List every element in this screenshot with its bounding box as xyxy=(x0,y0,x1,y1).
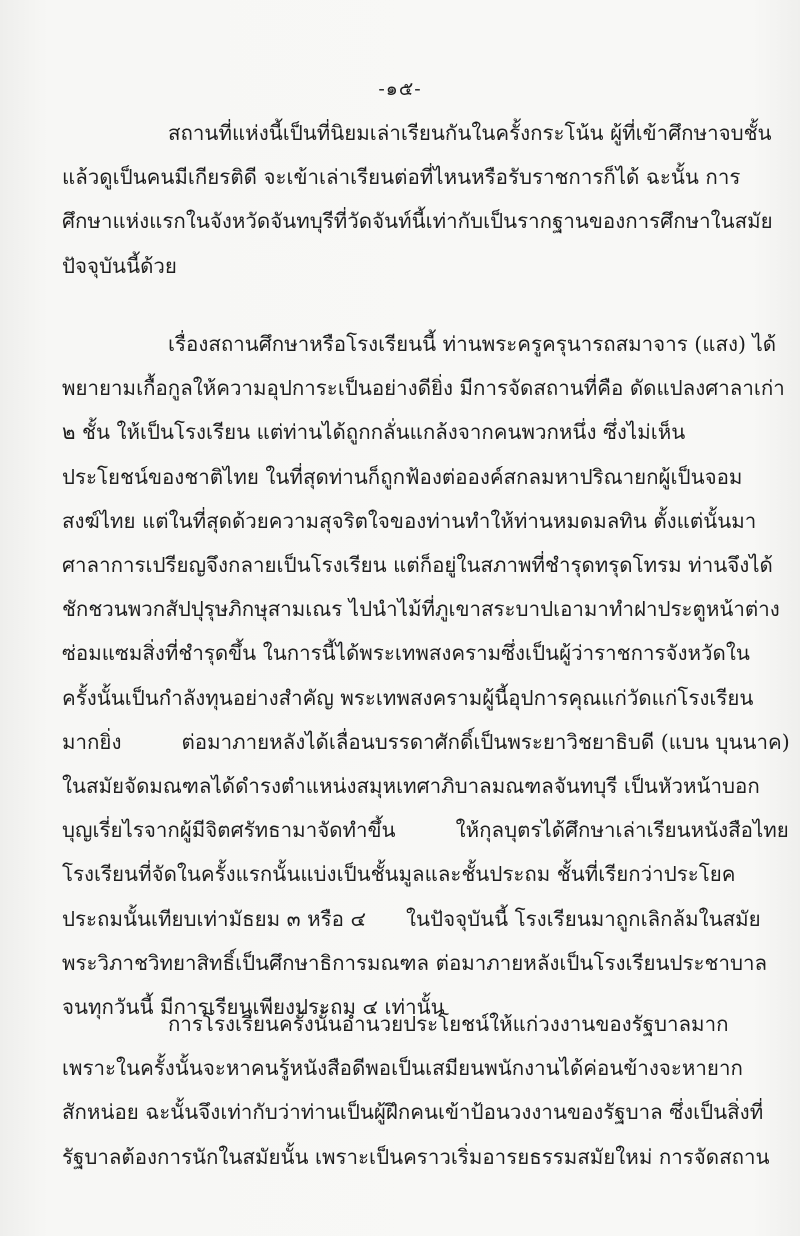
text-line: ๒ ชั้น ให้เป็นโรงเรียน แต่ท่านได้ถูกกลั่นแกล้งจากคนพวกหนึ่ง ซึ่งไม่เห็น xyxy=(62,420,686,445)
text-line: เรื่องสถานศึกษาหรือโรงเรียนนี้ ท่านพระครูครุนารถสมาจาร (แสง) ได้ xyxy=(168,332,777,356)
text-fragment: ประถมนั้นเทียบเท่ามัธยม ๓ หรือ ๔ xyxy=(62,906,367,931)
text-line: ซ่อมแซมสิ่งที่ชำรุดขึ้น ในการนี้ได้พระเทพสงครามซึ่งเป็นผู้ว่าราชการจังหวัดใน xyxy=(62,641,750,666)
text-line: พยายามเกื้อกูลให้ความอุปการะเป็นอย่างดียิ่ง มีการจัดสถานที่คือ ดัดแปลงศาลาเก่า xyxy=(62,376,785,401)
text-line: ศึกษาแห่งแรกในจังหวัดจันทบุรีที่วัดจันท์นี้เท่ากับเป็นรากฐานของการศึกษาในสมัย xyxy=(62,209,773,234)
text-line: สถานที่แห่งนี้เป็นที่นิยมเล่าเรียนกันในครั้งกระโน้น ผู้ที่เข้าศึกษาจบชั้น xyxy=(168,121,772,145)
page-number: -๑๕- xyxy=(378,78,422,100)
text-line: โรงเรียนที่จัดในครั้งแรกนั้นแบ่งเป็นชั้นมูลและชั้นประถม ชั้นที่เรียกว่าประโยค xyxy=(62,862,736,887)
text-line: พระวิภาชวิทยาสิทธิ์เป็นศึกษาธิการมณฑล ต่อมาภายหลังเป็นโรงเรียนประชาบาล xyxy=(62,950,768,975)
text-line: ประโยชน์ของชาติไทย ในที่สุดท่านก็ถูกฟ้องต่อองค์สกลมหาปริณายกผู้เป็นจอม xyxy=(62,464,743,489)
text-line: สักหน่อย ฉะนั้นจึงเท่ากับว่าท่านเป็นผู้ฝึกคนเข้าป้อนวงงานของรัฐบาล ซึ่งเป็นสิ่งที่ xyxy=(62,1100,764,1125)
text-fragment: มากยิ่ง xyxy=(62,729,122,754)
text-line: ครั้งนั้นเป็นกำลังทุนอย่างสำคัญ พระเทพสงครามผู้นี้อุปการคุณแก่วัดแก่โรงเรียน xyxy=(62,685,754,710)
text-line-split xyxy=(62,808,789,852)
text-fragment: ต่อมาภายหลังได้เลื่อนบรรดาศักดิ์เป็นพระยาวิชยาธิบดี (แบน บุนนาค) xyxy=(181,729,790,754)
text-line-split xyxy=(62,897,761,941)
text-line: แล้วดูเป็นคนมีเกียรติดี จะเข้าเล่าเรียนต่อที่ไหนหรือรับราชการก็ได้ ฉะนั้น การ xyxy=(62,165,741,190)
text-fragment: ในปัจจุบันนี้ โรงเรียนมาถูกเลิกล้มในสมัย xyxy=(406,906,761,931)
text-fragment: บุญเรี่ยไรจากผู้มีจิตศรัทธามาจัดทำขึ้น xyxy=(62,818,396,843)
text-line: เพราะในครั้งนั้นจะหาคนรู้หนังสือดีพอเป็นเสมียนพนักงานได้ค่อนข้างจะหายาก xyxy=(62,1056,743,1081)
paragraph-1 xyxy=(62,111,773,288)
text-line: การโรงเรียนครั้งนั้นอำนวยประโยชน์ให้แก่วงงานของรัฐบาลมาก xyxy=(168,1012,729,1036)
text-line: สงฆ์ไทย แต่ในที่สุดด้วยความสุจริตใจของท่านทำให้ท่านหมดมลทิน ตั้งแต่นั้นมา xyxy=(62,508,757,533)
text-line: ชักชวนพวกสัปปุรุษภิกษุสามเณร ไปนำไม้ที่ภูเขาสระบาปเอามาทำฝาประตูหน้าต่าง xyxy=(62,597,780,622)
text-fragment: ให้กุลบุตรได้ศึกษาเล่าเรียนหนังสือไทย xyxy=(455,818,789,843)
paragraph-2 xyxy=(62,322,790,1029)
text-line: รัฐบาลต้องการนักในสมัยนั้น เพราะเป็นคราวเริ่มอารยธรรมสมัยใหม่ การจัดสถาน xyxy=(62,1144,770,1169)
text-line: ศาลาการเปรียญจึงกลายเป็นโรงเรียน แต่ก็อยู่ในสภาพที่ชำรุดทรุดโทรม ท่านจึงได้ xyxy=(62,553,773,578)
text-line: จนทุกวันนี้ มีการเรียนเพียงประถม ๔ เท่านั้น xyxy=(62,995,445,1020)
text-line-split xyxy=(62,720,790,764)
paragraph-3 xyxy=(62,1002,770,1179)
text-line: ปัจจุบันนี้ด้วย xyxy=(62,253,177,278)
text-line: ในสมัยจัดมณฑลได้ดำรงตำแหน่งสมุหเทศาภิบาลมณฑลจันทบุรี เป็นหัวหน้าบอก xyxy=(62,774,760,799)
